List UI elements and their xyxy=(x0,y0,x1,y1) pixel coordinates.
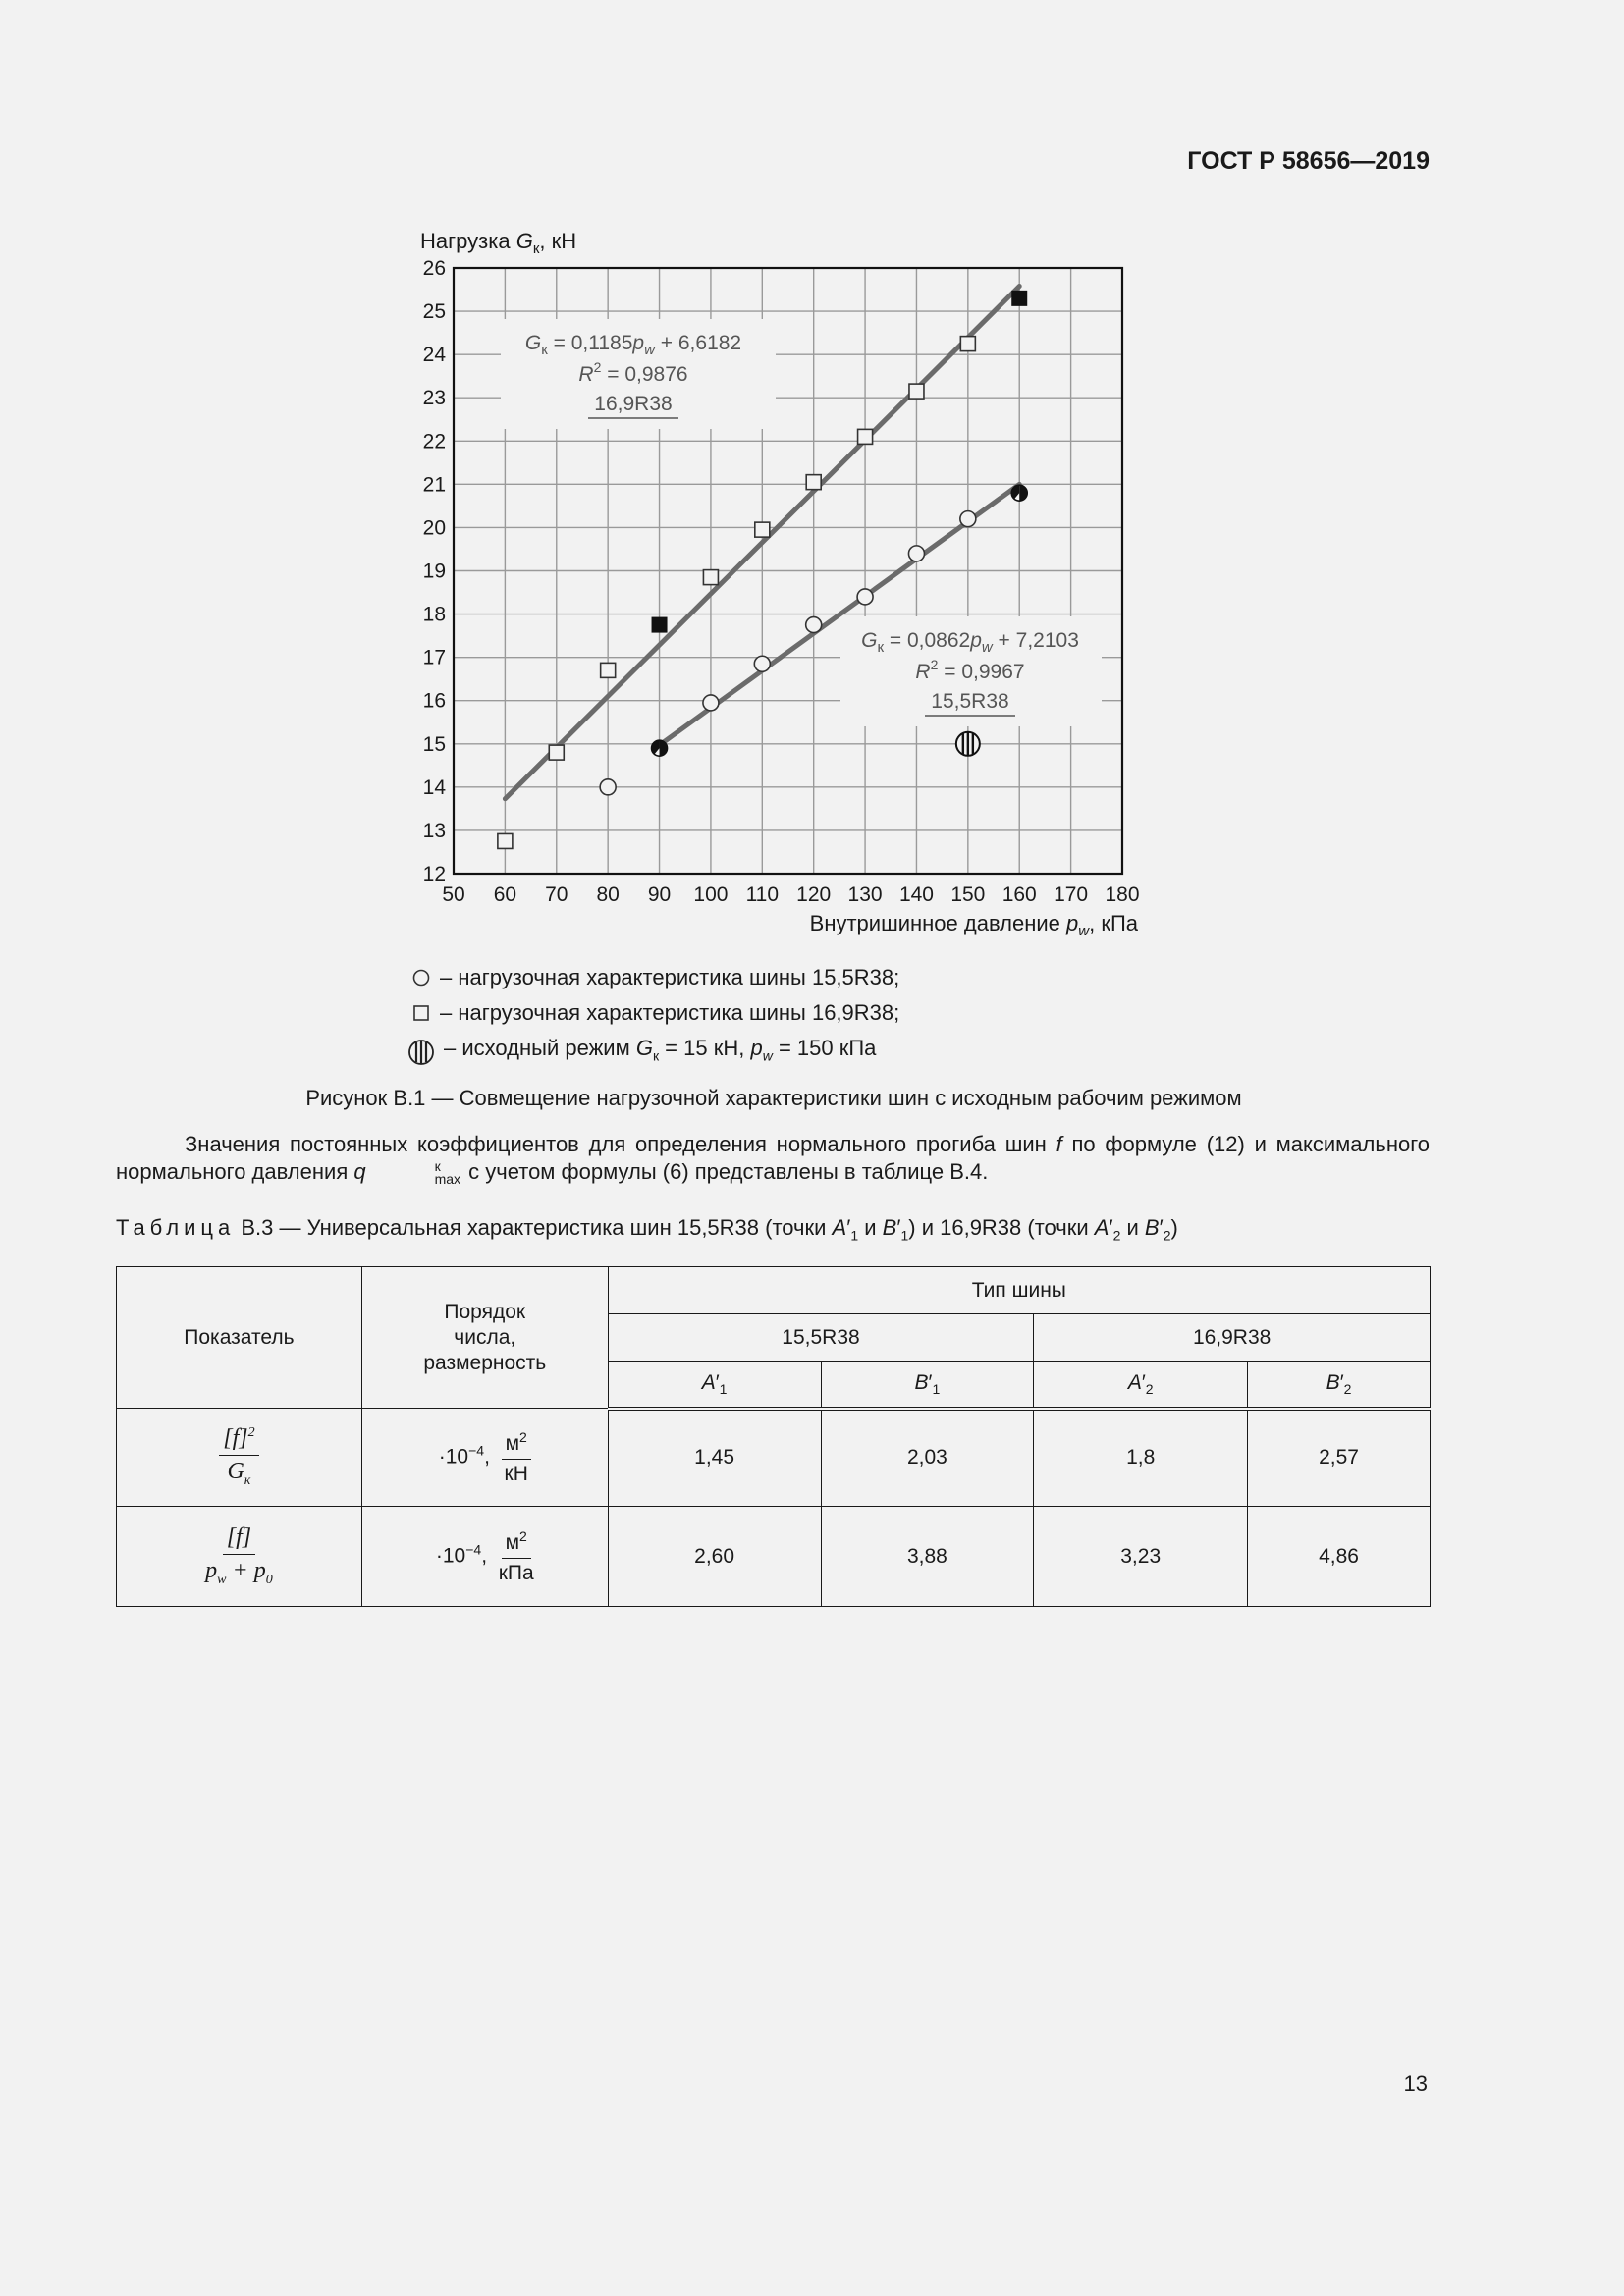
y-tick-label: 12 xyxy=(422,863,446,885)
x-tick-label: 110 xyxy=(745,883,780,906)
y-tick-label: 15 xyxy=(422,732,446,756)
data-point-circle xyxy=(806,617,822,633)
y-tick-label: 18 xyxy=(422,603,446,626)
y-tick-label: 23 xyxy=(422,387,446,410)
value-cell: 2,57 xyxy=(1248,1409,1431,1507)
data-point-circle xyxy=(703,695,719,711)
legend-item-15-5r38 xyxy=(410,960,899,995)
legend-item-initial-mode xyxy=(410,1031,899,1073)
data-point-circle xyxy=(754,656,770,671)
indicator-formula: $\frac{[f]}{p_w + p_0}$ xyxy=(117,1507,362,1607)
header-order: Порядок числа, размерность xyxy=(361,1267,608,1409)
hatched-circle-icon xyxy=(406,1038,436,1067)
y-tick-label: 21 xyxy=(422,473,446,497)
table-title: Таблица В.3 — Универсальная характеристика шин 15,5R38 (точки $A'_1$ и $B'_1$) и 16,9R38 (точки $A'_2$ и $B'_2$) xyxy=(116,1215,1178,1244)
x-tick-label: 170 xyxy=(1054,883,1089,906)
load-characteristic-chart xyxy=(393,216,1159,952)
legend-text: – исходный режим $G_к = 15$ кН, $p_w = 150$ кПа xyxy=(444,1036,877,1064)
figure-caption: Рисунок В.1 — Совмещение нагрузочной характеристики шин с исходным рабочим режимом xyxy=(305,1086,1242,1110)
circle-marker-icon xyxy=(410,967,432,988)
data-point-circle xyxy=(857,589,873,605)
y-tick-label: 24 xyxy=(422,344,446,367)
header-indicator: Показатель xyxy=(117,1267,362,1409)
order-unit: $\cdot 10^{-4}$, $\frac{м^2}{кН}$ xyxy=(361,1409,608,1507)
filled-square-point xyxy=(652,617,668,633)
value-cell: 1,45 xyxy=(608,1409,821,1507)
x-tick-label: 180 xyxy=(1105,883,1140,906)
order-unit: $\cdot 10^{-4}$, $\frac{м^2}{\text{кПа}}$ xyxy=(361,1507,608,1607)
y-axis-label: Нагрузка $G_к$, кН xyxy=(420,229,577,257)
data-point-circle xyxy=(908,546,924,561)
value-cell: 2,03 xyxy=(821,1409,1034,1507)
tire-label: 15,5R38 xyxy=(931,690,1009,713)
y-tick-label: 26 xyxy=(422,257,446,280)
x-tick-label: 90 xyxy=(647,883,672,906)
body-paragraph: Значения постоянных коэффициентов для определения нормального прогиба шин f по формуле (12) и максимального нормального давления q к max с учетом формулы (6) представлены в таблице В.4. xyxy=(116,1132,1430,1188)
value-cell: 1,8 xyxy=(1034,1409,1248,1507)
data-point-square xyxy=(703,570,718,585)
trend-equation: $G_к = 0,1185p_w + 6,6182$ xyxy=(524,332,742,358)
data-point-square xyxy=(549,745,564,760)
page-number: 13 xyxy=(1403,2071,1428,2096)
legend-item-16-9r38 xyxy=(410,995,899,1031)
x-tick-label: 130 xyxy=(847,883,883,906)
value-cell: 3,88 xyxy=(821,1507,1034,1607)
x-tick-label: 150 xyxy=(950,883,986,906)
y-tick-label: 22 xyxy=(422,430,446,454)
data-point-circle xyxy=(960,511,976,527)
x-tick-label: 120 xyxy=(796,883,832,906)
x-tick-label: 140 xyxy=(898,883,934,906)
y-tick-label: 14 xyxy=(422,775,446,799)
data-point-circle xyxy=(600,779,616,795)
data-point-square xyxy=(909,384,924,399)
data-point-square xyxy=(498,833,513,848)
legend-text: – нагрузочная характеристика шины 16,9R38; xyxy=(440,1000,900,1025)
y-tick-label: 25 xyxy=(422,300,446,324)
x-tick-label: 70 xyxy=(545,883,568,906)
table-row xyxy=(117,1409,1431,1507)
header-point-b1: $B'_1$ xyxy=(821,1362,1034,1409)
value-cell: 4,86 xyxy=(1248,1507,1431,1607)
value-cell: 2,60 xyxy=(608,1507,821,1607)
x-tick-label: 160 xyxy=(1001,883,1037,906)
header-point-b2: $B'_2$ xyxy=(1248,1362,1431,1409)
value-cell: 3,23 xyxy=(1034,1507,1248,1607)
data-point-square xyxy=(806,475,821,490)
characteristics-table xyxy=(116,1266,1431,1607)
data-point-square xyxy=(858,429,873,444)
header-tire-16-9r38: 16,9R38 xyxy=(1034,1314,1431,1362)
data-point-square xyxy=(960,337,975,351)
y-tick-label: 20 xyxy=(422,516,446,540)
square-marker-icon xyxy=(410,1002,432,1024)
chart-equations xyxy=(501,319,1102,726)
chart-legend xyxy=(410,960,899,1073)
trend-equation: $G_к = 0,0862p_w + 7,2103$ xyxy=(861,629,1079,656)
header-tire-type: Тип шины xyxy=(608,1267,1430,1314)
y-tick-label: 13 xyxy=(422,819,446,842)
x-tick-label: 100 xyxy=(693,883,729,906)
indicator-formula: $\frac{[f]^2}{G_к}$ xyxy=(117,1409,362,1507)
r-squared: $R^2 = 0,9967$ xyxy=(915,657,1025,683)
y-tick-label: 19 xyxy=(422,560,446,583)
header-point-a2: $A'_2$ xyxy=(1034,1362,1248,1409)
filled-square-point xyxy=(1011,291,1027,306)
header-point-a1: $A'_1$ xyxy=(608,1362,821,1409)
legend-text: – нагрузочная характеристика шины 15,5R38; xyxy=(440,965,900,989)
header-tire-15-5r38: 15,5R38 xyxy=(608,1314,1034,1362)
x-tick-label: 60 xyxy=(493,883,517,906)
y-tick-label: 17 xyxy=(422,646,446,669)
data-point-square xyxy=(601,663,616,677)
r-squared: $R^2 = 0,9876$ xyxy=(578,359,688,386)
table-row xyxy=(117,1507,1431,1607)
x-tick-label: 50 xyxy=(442,883,465,906)
half-filled-circle-fill xyxy=(1019,485,1027,501)
x-axis-label: Внутришинное давление $p_w$, кПа xyxy=(809,911,1138,939)
document-id: ГОСТ Р 58656—2019 xyxy=(1187,147,1430,175)
tire-label: 16,9R38 xyxy=(594,393,673,415)
x-tick-label: 80 xyxy=(596,883,620,906)
data-point-square xyxy=(755,522,770,537)
y-tick-label: 16 xyxy=(422,689,446,713)
